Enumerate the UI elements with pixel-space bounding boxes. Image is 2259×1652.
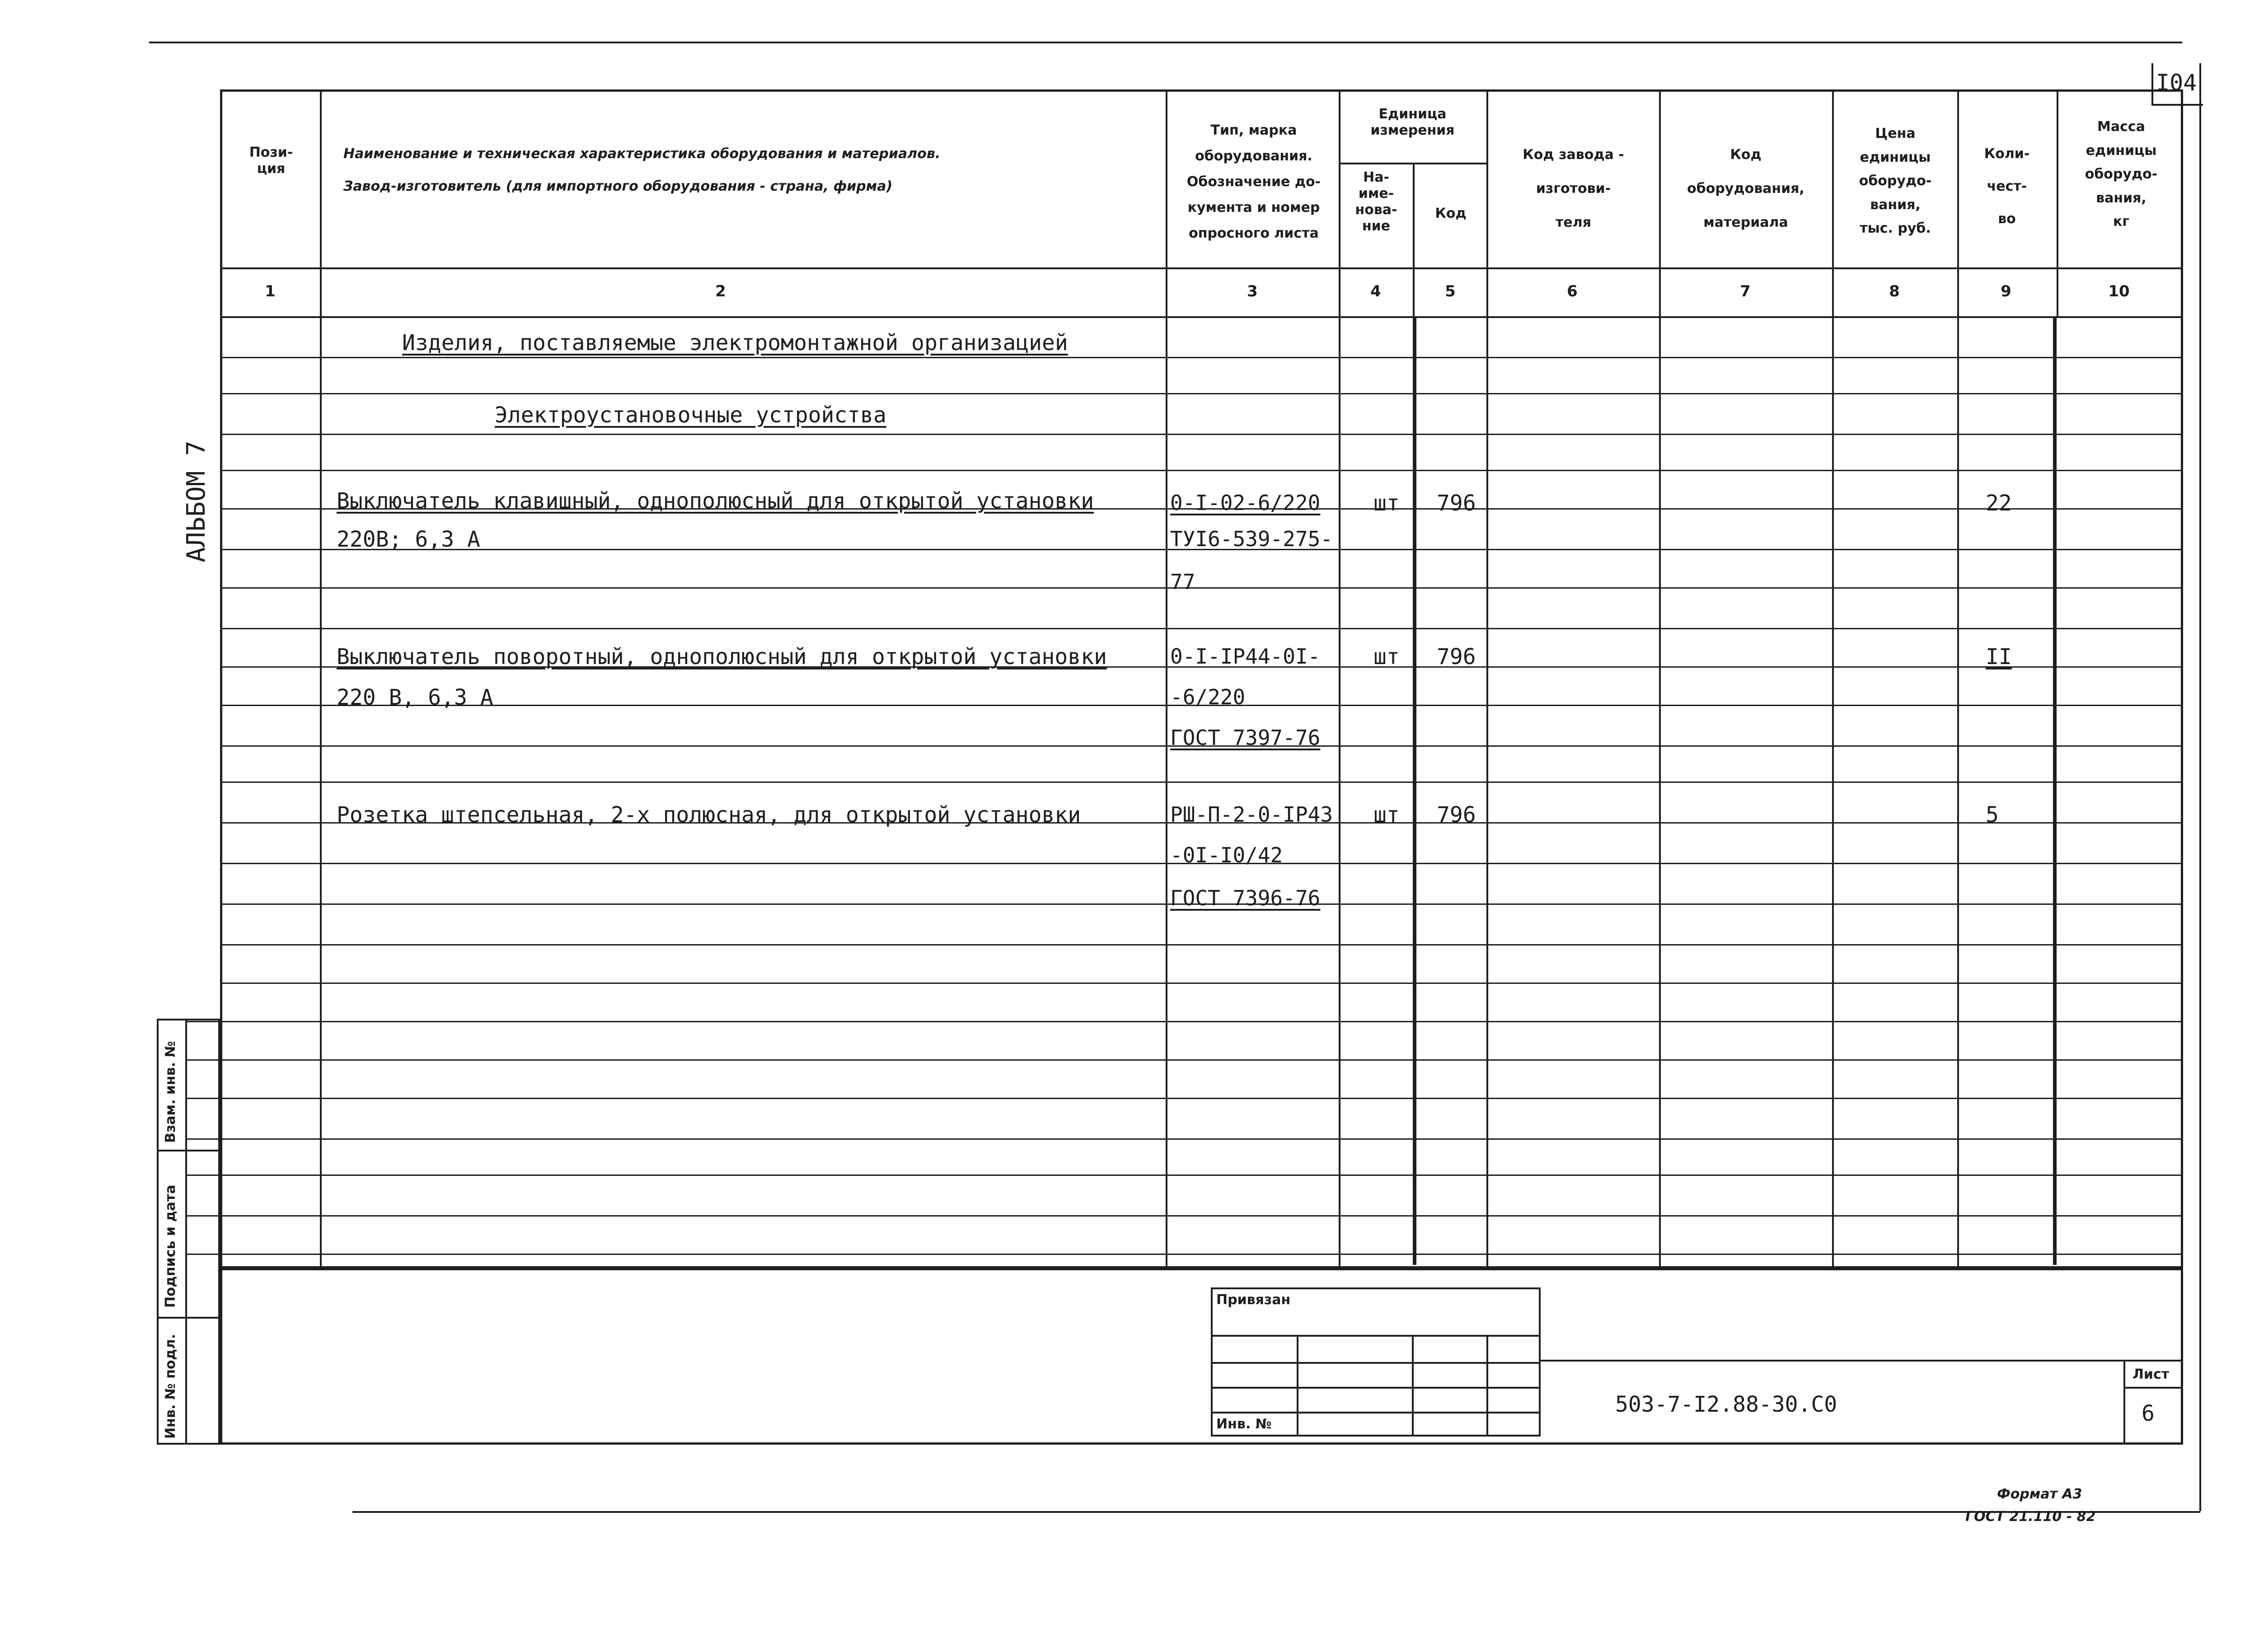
- col-line-9-head: [2057, 89, 2058, 316]
- table-frame: [220, 89, 2183, 1268]
- row-rule: [220, 983, 2183, 984]
- side-stamp-signature-label: Подпись и дата: [163, 1184, 178, 1308]
- item-qty: II: [1986, 644, 2012, 669]
- item-type-line: ГОСТ 7396-76: [1170, 886, 1321, 910]
- binding-stamp-label: Привязан: [1216, 1292, 1291, 1308]
- side-stamp-divider: [185, 1019, 187, 1445]
- item-type-line: РШ-П-2-0-IP43: [1170, 802, 1333, 827]
- row-rule: [220, 1138, 2183, 1140]
- side-stamp-rule-1: [157, 1150, 220, 1151]
- col-9-num: 9: [2001, 282, 2011, 300]
- col-8-num: 8: [1889, 282, 1900, 300]
- side-row-rule: [185, 1059, 220, 1061]
- col-7-title: Код оборудования, материала: [1687, 147, 1804, 230]
- sheet-label: Лист: [2132, 1367, 2170, 1382]
- row-rule: [220, 782, 2183, 783]
- outer-right-rule: [2199, 63, 2201, 1511]
- col-line-8: [1957, 89, 1959, 1268]
- row-rule: [220, 470, 2183, 471]
- side-row-rule: [185, 1175, 220, 1176]
- item-unit: шт: [1373, 644, 1400, 669]
- item-qty: 5: [1986, 802, 1999, 828]
- item-name-line: Выключатель поворотный, однополюсный для открытой установки: [337, 644, 1107, 669]
- col-line-9: [2053, 316, 2057, 1265]
- col-2-num: 2: [715, 282, 726, 300]
- item-name-line: 220 В, 6,3 А: [337, 685, 493, 710]
- item-unit: шт: [1373, 802, 1400, 828]
- side-row-rule: [185, 1021, 220, 1022]
- row-rule: [220, 1059, 2183, 1061]
- row-rule: [220, 1175, 2183, 1176]
- col-line-5: [1486, 89, 1488, 1268]
- row-rule: [220, 587, 2183, 589]
- side-row-rule: [185, 1254, 220, 1255]
- side-row-rule: [185, 1215, 220, 1217]
- col-line-2: [1166, 89, 1167, 1268]
- col-3-title: Тип, марка оборудования. Обозначение до- кумента и номер опросного листа: [1186, 122, 1321, 241]
- binding-stamp-rule-4: [1211, 1412, 1541, 1413]
- col-1-title: Пози- ция: [249, 145, 293, 177]
- inventory-number-label: Инв. №: [1216, 1416, 1272, 1432]
- col-8-title: Цена единицы оборудо- вания, тыс. руб.: [1859, 126, 1932, 236]
- col-9-title: Коли- чест- во: [1984, 146, 2030, 227]
- col-7-num: 7: [1740, 282, 1751, 300]
- gost-label: ГОСТ 21.110 - 82: [1965, 1509, 2096, 1525]
- col-5-num: 5: [1445, 282, 1456, 300]
- row-rule: [220, 1254, 2183, 1255]
- header-bottom-rule: [220, 267, 2183, 269]
- col-10-title: Масса единицы оборудо- вания, кг: [2085, 119, 2158, 229]
- document-code: 503-7-I2.88-30.С0: [1615, 1392, 1837, 1417]
- col-line-1: [320, 89, 322, 1268]
- row-rule: [220, 434, 2183, 435]
- col-line-6: [1659, 89, 1661, 1268]
- item-type-line: ГОСТ 7397-76: [1170, 725, 1321, 750]
- col-4-title: На- име- нова- ние: [1355, 169, 1397, 234]
- col-line-4: [1413, 316, 1416, 1265]
- sheet-number: 6: [2142, 1401, 2155, 1426]
- side-stamp-inventory-label: Инв. № подл.: [163, 1334, 178, 1439]
- col-3-num: 3: [1247, 282, 1258, 300]
- section-title: Изделия, поставляемые электромонтажной организацией: [402, 330, 1068, 356]
- page-number: I04: [2156, 70, 2197, 96]
- unit-group-rule: [1339, 163, 1486, 164]
- item-name-line: Выключатель клавишный, однополюсный для открытой установки: [337, 488, 1094, 514]
- album-label: АЛЬБОМ 7: [182, 440, 211, 562]
- col-line-4-head: [1413, 163, 1415, 316]
- col-line-3: [1339, 89, 1340, 1268]
- col-4-num: 4: [1370, 282, 1381, 300]
- sheet-number-rule: [2123, 1387, 2183, 1389]
- format-label: Формат А3: [1997, 1486, 2082, 1502]
- doc-code-top-rule: [1541, 1360, 2183, 1362]
- binding-stamp-rule-2: [1211, 1362, 1541, 1364]
- col-line-7: [1832, 89, 1834, 1268]
- colnum-bottom-rule: [220, 316, 2183, 318]
- item-unit-code: 796: [1437, 491, 1476, 516]
- item-name-line: Розетка штепсельная, 2-х полюсная, для открытой установки: [337, 802, 1081, 828]
- row-rule: [220, 1021, 2183, 1022]
- col-1-num: 1: [265, 282, 276, 300]
- col-6-num: 6: [1567, 282, 1578, 300]
- item-type-line: -6/220: [1170, 685, 1246, 709]
- item-name-line: 220В; 6,3 А: [337, 527, 480, 552]
- binding-stamp-rule-1: [1211, 1335, 1541, 1337]
- side-stamp-rule-2: [157, 1317, 220, 1319]
- top-rule: [149, 42, 2182, 43]
- row-rule: [220, 1215, 2183, 1217]
- col-10-num: 10: [2108, 282, 2130, 300]
- item-type-line: -0I-I0/42: [1170, 843, 1283, 867]
- side-row-rule: [185, 1098, 220, 1099]
- row-rule: [220, 357, 2183, 358]
- row-rule: [220, 944, 2183, 945]
- side-row-rule: [185, 1138, 220, 1140]
- item-type-line: ТУI6-539-275-: [1170, 527, 1333, 551]
- col-2-title: Наименование и техническая характеристика оборудования и материалов. Завод-изготовитель (для импортного оборудования - страна, фирма): [343, 146, 941, 194]
- row-rule: [220, 393, 2183, 394]
- item-unit: шт: [1373, 491, 1400, 516]
- row-rule: [220, 1098, 2183, 1099]
- col-6-title: Код завода - изготови- теля: [1523, 147, 1624, 230]
- unit-group-title: Единица измерения: [1370, 106, 1455, 138]
- subsection-title: Электроустановочные устройства: [495, 402, 886, 428]
- item-type-line: 77: [1170, 570, 1195, 594]
- binding-stamp-col-2: [1412, 1335, 1414, 1437]
- binding-stamp-col-1: [1297, 1335, 1298, 1437]
- item-unit-code: 796: [1437, 644, 1476, 669]
- item-type-line: 0-I-02-6/220: [1170, 491, 1321, 515]
- stamp-area: [220, 1268, 2183, 1445]
- item-type-line: 0-I-IP44-0I-: [1170, 644, 1321, 669]
- binding-stamp-rule-3: [1211, 1387, 1541, 1389]
- item-unit-code: 796: [1437, 802, 1476, 828]
- item-qty: 22: [1986, 491, 2012, 516]
- outer-bottom-rule: [352, 1511, 2200, 1513]
- row-rule: [220, 628, 2183, 629]
- binding-stamp-col-3: [1486, 1335, 1488, 1437]
- col-5-title: Код: [1435, 206, 1467, 221]
- side-stamp-replace-label: Взам. инв. №: [163, 1041, 178, 1143]
